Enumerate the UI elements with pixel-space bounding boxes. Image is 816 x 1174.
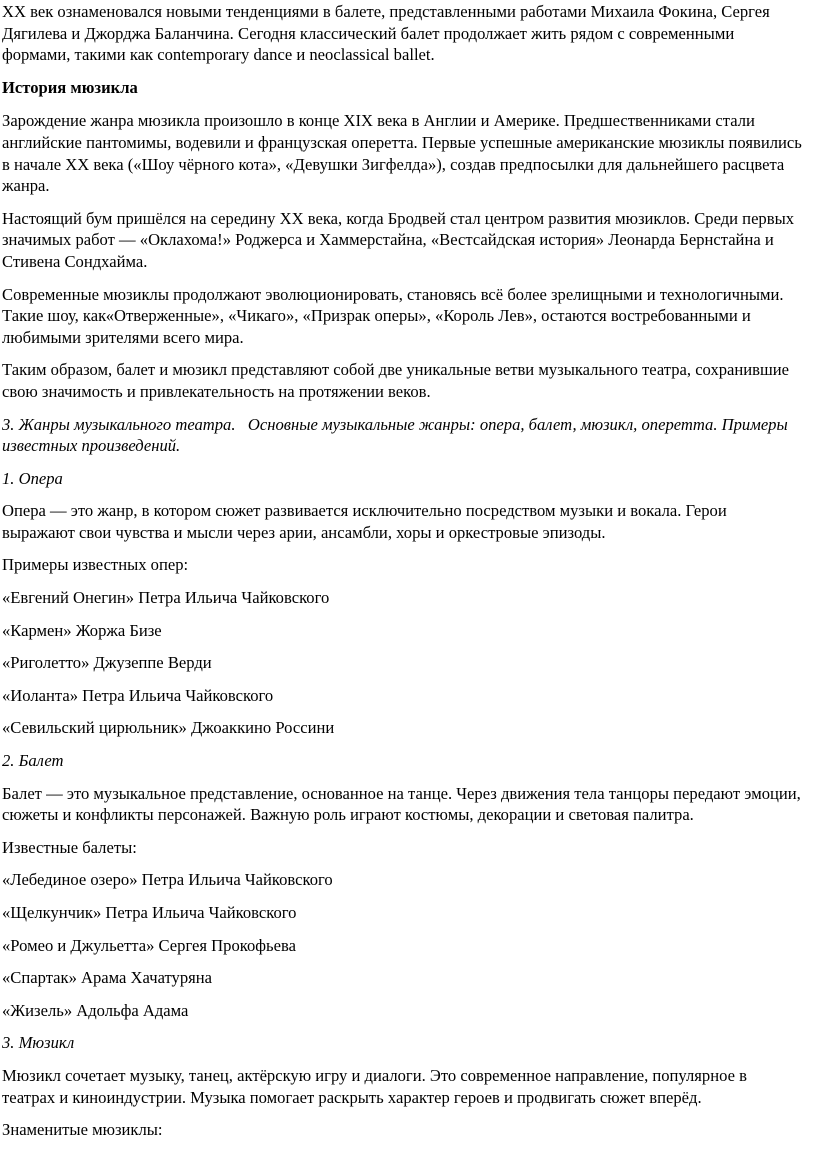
ballet-heading: 2. Балет (2, 751, 64, 771)
ballet-example-item: «Лебединое озеро» Петра Ильича Чайковского (2, 870, 333, 890)
opera-examples-label: Примеры известных опер: (2, 555, 189, 575)
ballet-example-item: «Спартак» Арама Хачатуряна (2, 968, 213, 988)
musical-examples-label: Знаменитые мюзиклы: (2, 1120, 163, 1140)
musical-history-paragraph-3: Современные мюзиклы продолжают эволюционировать, становясь всё более зрелищными и технологичными. Такие шоу, как«Отверженные», «Чикаго», «Призрак оперы», «Король Лев», остаются востребованными и любимыми зрителями всего мира. (2, 284, 784, 347)
opera-example-item: «Кармен» Жоржа Бизе (2, 620, 162, 640)
musical-history-paragraph-4: Таким образом, балет и мюзикл представляют собой две уникальные ветви музыкального театра, сохранившие свою значимость и привлекательность на протяжении веков. (2, 360, 790, 401)
opera-heading: 1. Опера (2, 468, 63, 488)
musical-history-paragraph-2: Настоящий бум пришёлся на середину XX века, когда Бродвей стал центром развития мюзиклов. Среди первых значимых работ — «Оклахома!» Роджерса и Хаммерстайна, «Вестсайдская история» Леонарда Бернстайна и Стивена Сондхайма. (2, 208, 795, 271)
musical-history-paragraph-1: Зарождение жанра мюзикла произошло в конце XIX века в Англии и Америке. Предшественниками стали английские пантомимы, водевили и французская оперетта. Первые успешные американские мюзиклы появились в начале XX века («Шоу чёрного кота», «Девушки Зигфелда»), создав предпосылки для дальнейшего расцвета жанра. (2, 111, 802, 196)
musical-heading: 3. Мюзикл (2, 1033, 75, 1053)
musical-history-heading: История мюзикла (2, 77, 138, 97)
intro-paragraph: XX век ознаменовался новыми тенденциями в балете, представленными работами Михаила Фокина, Сергея Дягилева и Джорджа Баланчина. Сегодня классический балет продолжает жить рядом с современными формами, такими как contemporary dance и neoclassical ballet. (2, 2, 770, 65)
ballet-example-item: «Жизель» Адольфа Адама (2, 1000, 189, 1020)
opera-example-item: «Евгений Онегин» Петра Ильича Чайковского (2, 588, 330, 608)
ballet-example-item: «Щелкунчик» Петра Ильича Чайковского (2, 903, 297, 922)
musical-description: Мюзикл сочетает музыку, танец, актёрскую игру и диалоги. Это современное направление, популярное в театрах и киноиндустрии. Музыка помогает раскрыть характер героев и продвигать сюжет вперёд. (2, 1065, 747, 1107)
opera-example-item: «Иоланта» Петра Ильича Чайковского (2, 685, 274, 705)
opera-example-item: «Риголетто» Джузеппе Верди (2, 653, 212, 673)
opera-description: Опера — это жанр, в котором сюжет развивается исключительно посредством музыки и вокала. Герои выражают свои чувства и мысли через арии, ансамбли, хоры и оркестровые эпизоды. (2, 501, 727, 542)
ballet-examples-label: Известные балеты: (2, 837, 137, 857)
ballet-description: Балет — это музыкальное представление, основанное на танце. Через движения тела танцоры передают эмоции, сюжеты и конфликты персонажей. Важную роль играют костюмы, декорации и световая палитра. (2, 783, 801, 825)
opera-example-item: «Севильский цирюльник» Джоаккино Россини (2, 718, 335, 738)
section-3-title: 3. Жанры музыкального театра. Основные музыкальные жанры: опера, балет, мюзикл, оперетта. Примеры известных произведений. (2, 414, 792, 456)
ballet-example-item: «Ромео и Джульетта» Сергея Прокофьева (2, 935, 296, 955)
